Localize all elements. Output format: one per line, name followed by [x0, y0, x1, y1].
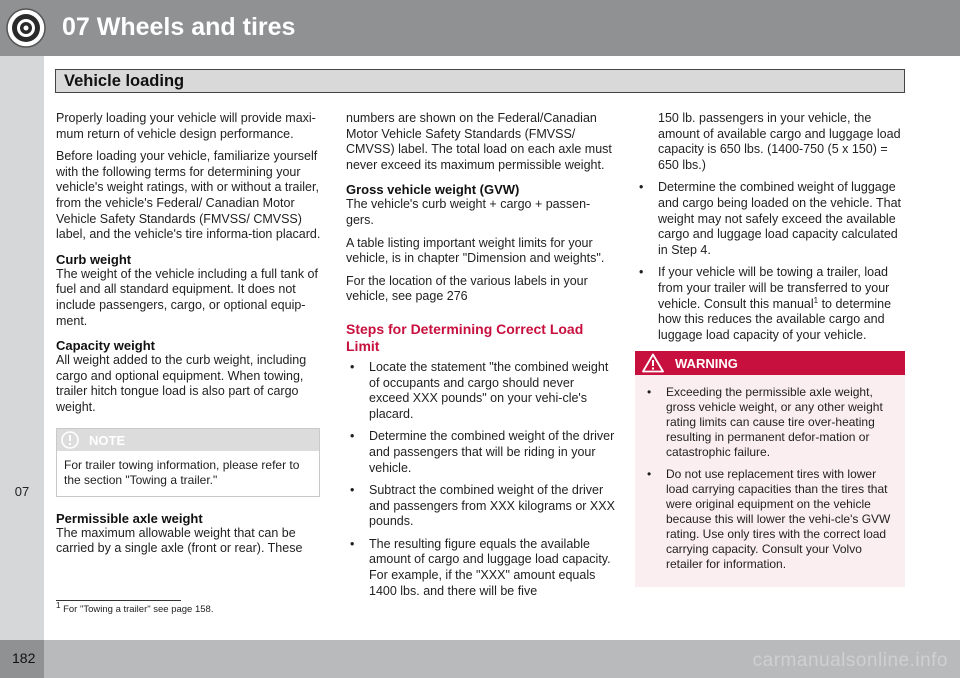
bullet: • [350, 359, 355, 374]
footnote-reference[interactable]: 1 [813, 295, 819, 305]
axle-weight-text: The maximum allowable weight that can be carried by a single axle (front or rear). These [56, 525, 303, 556]
capacity-weight-heading: Capacity weight [56, 338, 155, 354]
list-item-text: Determine the combined weight of luggage and cargo being loaded on the vehicle. That weight may not safely exceed the available cargo and luggage load capacity calculated in Step 4. [658, 180, 902, 257]
list-item [635, 265, 905, 343]
column-3 [635, 111, 905, 587]
chapter-tab: 07 [14, 484, 30, 499]
steps-list-continued [635, 111, 905, 343]
list-item [346, 360, 616, 422]
curb-weight-text: The weight of the vehicle including a full tank of fuel and all standard equipment. It does not include passengers, cargo, or optional equip-ment. [56, 266, 318, 328]
list-item [346, 537, 616, 599]
list-item-text: Exceeding the permissible axle weight, gross vehicle weight, or any other weight rating limits can cause tire over-heating resulting in permanent defor-mation or catastrophic failure. [666, 385, 883, 460]
bullet: • [647, 467, 652, 482]
list-item-text: Subtract the combined weight of the driver and passengers from XXX kilograms or XXX pounds. [369, 483, 615, 529]
steps-list [346, 360, 616, 599]
footnote-divider [56, 600, 181, 601]
column-1 [56, 111, 322, 564]
note-text: For trailer towing information, please refer to the section "Towing a trailer." [64, 457, 300, 487]
bullet: • [639, 180, 644, 195]
bullet: • [350, 536, 355, 551]
warning-list [635, 375, 905, 587]
gvw-heading: Gross vehicle weight (GVW) [346, 182, 520, 198]
list-item-text: Locate the statement "the combined weight of occupants and cargo should never exceed XXX pounds" on your vehi-cle's placard. [369, 359, 609, 421]
watermark: carmanualsonline.info [752, 650, 948, 671]
footnote-number: 1 [56, 600, 61, 610]
gvw-text: The vehicle's curb weight + cargo + passen-gers. [346, 197, 591, 227]
list-item-text: Do not use replacement tires with lower load carrying capacities than the tires that were original equipment on the vehicle because this will lower the vehi-cle's GVW rating. Use only tires with the correct load carrying capacity. Consult your Volvo retailer for information. [666, 467, 891, 572]
bullet: • [639, 265, 644, 280]
intro-paragraph-1: Properly loading your vehicle will provide maxi-mum return of vehicle design performance. [56, 111, 316, 141]
bullet: • [350, 429, 355, 444]
section-title: Vehicle loading [64, 72, 185, 90]
axle-weight-continued: numbers are shown on the Federal/Canadian Motor Vehicle Safety Standards (FMVSS/ CMVSS) label. The total load on each axle must never exceed its maximum permissible weight. [346, 111, 612, 172]
list-item-text: If your vehicle will be towing a trailer, load from your trailer will be transferred to your vehicle. Consult this manual [658, 265, 890, 311]
side-strip [0, 56, 44, 640]
bullet: • [647, 385, 652, 400]
warning-triangle-icon [642, 353, 664, 373]
page-number: 182 [12, 650, 36, 666]
info-icon [61, 431, 79, 449]
table-reference-text: A table listing important weight limits for your vehicle, is in chapter "Dimension and weights". [346, 235, 605, 266]
section-header [55, 69, 905, 93]
list-item [643, 467, 897, 572]
list-item-text: The resulting figure equals the available amount of cargo and luggage load capacity. For example, if the "XXX" amount equals 1400 lbs. and there will be five [369, 536, 611, 598]
label-location-text: For the location of the various labels in your vehicle, see page 276 [346, 273, 588, 304]
list-item [643, 385, 897, 460]
list-item [635, 111, 905, 173]
warning-header [635, 351, 905, 375]
list-item-text: Determine the combined weight of the driver and passengers that will be riding in your vehicle. [369, 429, 615, 475]
bullet: • [350, 483, 355, 498]
steps-heading: Steps for Determining Correct Load Limit [346, 320, 584, 354]
note-box [56, 428, 320, 497]
list-item-text: to determine how this reduces the available cargo and luggage load capacity of your vehicle. [658, 296, 892, 342]
list-item [346, 483, 616, 530]
note-header [57, 429, 319, 451]
capacity-weight-text: All weight added to the curb weight, including cargo and optional equipment. When towing, trailer hitch tongue load is also part of cargo weight. [56, 353, 307, 414]
footnote [56, 600, 214, 615]
list-item [346, 429, 616, 476]
warning-label: WARNING [675, 356, 738, 372]
footnote-text: For "Towing a trailer" see page 158. [60, 604, 214, 615]
chapter-title: 07 Wheels and tires [62, 13, 296, 41]
warning-box [635, 351, 905, 587]
list-item [635, 180, 905, 258]
wheel-icon [5, 7, 47, 49]
intro-paragraph-2: Before loading your vehicle, familiarize yourself with the following terms for determining your vehicle's weight ratings, with or without a trailer, from the vehicle's Federal/ Canadian Motor Vehicle Safety Standards (FMVSS/ CMVSS) label, and the vehicle's tire informa-tion placard. [56, 149, 321, 242]
axle-weight-heading: Permissible axle weight [56, 510, 203, 526]
column-2 [346, 111, 616, 606]
curb-weight-heading: Curb weight [56, 251, 132, 267]
list-item-text: 150 lb. passengers in your vehicle, the amount of available cargo and luggage load capacity is 650 lbs. (1400-750 (5 x 150) = 650 lbs.) [658, 111, 901, 172]
note-label: NOTE [89, 432, 126, 448]
